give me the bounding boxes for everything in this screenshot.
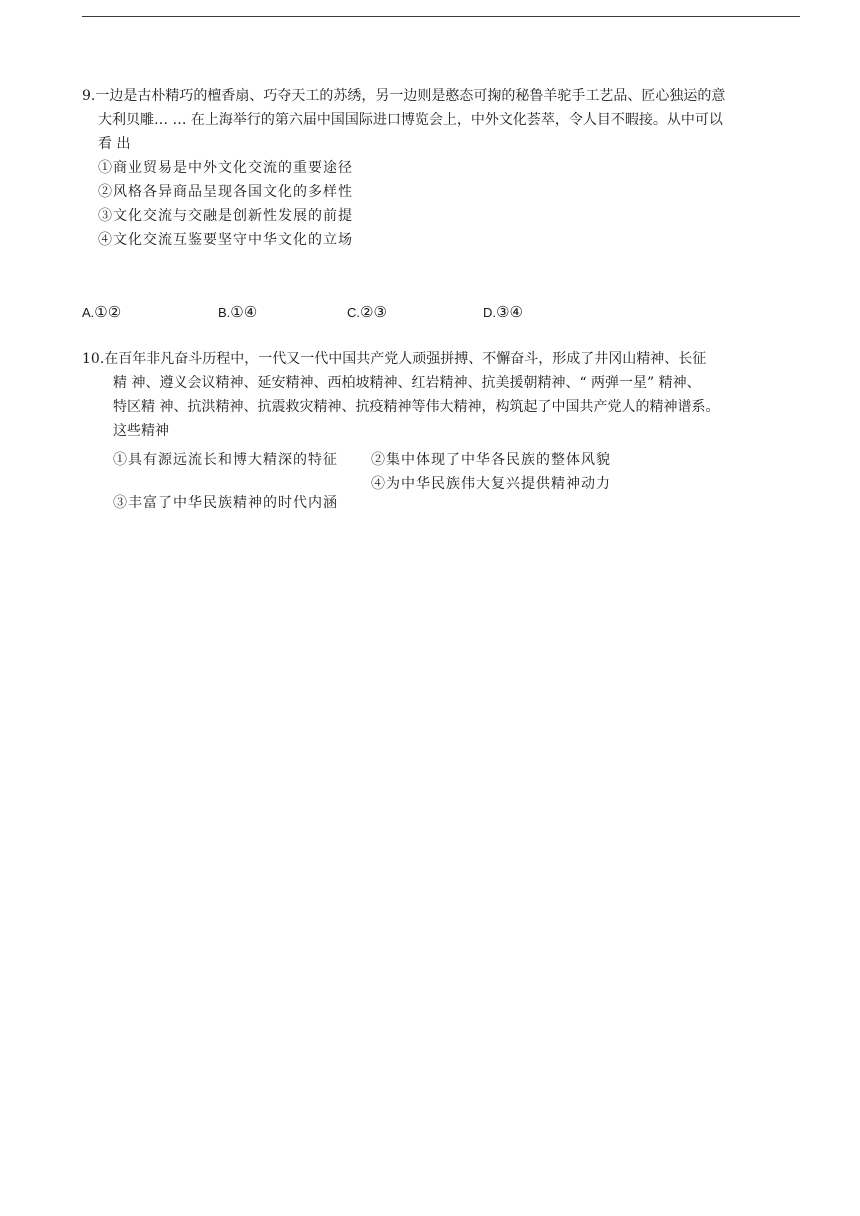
question-10-line-4: 这些精神 <box>113 423 169 439</box>
choice-a-value: ①② <box>94 303 122 321</box>
choice-a-letter: A. <box>82 305 95 320</box>
choice-c-letter: C. <box>347 305 360 320</box>
choice-d-value: ③④ <box>496 303 523 321</box>
question-10-line-3: 特区精 神、抗洪精神、抗震救灾精神、抗疫精神等伟大精神，构筑起了中国共产党人的精神谱系。 <box>113 399 720 415</box>
choice-a[interactable] <box>82 303 121 321</box>
choice-b-letter: B. <box>218 305 231 320</box>
choice-c-value: ②③ <box>360 303 387 321</box>
choice-b-value: ①④ <box>230 303 258 321</box>
question-9-line-1: 9.一边是古朴精巧的檀香扇、巧夺天工的苏绣，另一边则是憨态可掬的秘鲁羊驼手工艺品、匠心独运的意 <box>82 88 726 104</box>
choice-d-letter: D. <box>483 305 496 320</box>
question-10-stem <box>82 347 800 443</box>
question-10-statement-1: ①具有源远流长和博大精深的特征 <box>113 452 338 468</box>
choice-d[interactable] <box>483 303 523 321</box>
question-10-line-2: 精 神、遵义会议精神、延安精神、西柏坡精神、红岩精神、抗美援朝精神、“ 两弹一星” 精神、 <box>113 375 701 391</box>
header-rule <box>82 16 800 17</box>
question-10-line-1: 10.在百年非凡奋斗历程中，一代又一代中国共产党人顽强拼搏、不懈奋斗，形成了井冈山精神、长征 <box>82 351 707 367</box>
question-9-choices <box>82 303 782 325</box>
question-9-stem <box>82 84 800 156</box>
question-9-statements: ①商业贸易是中外文化交流的重要途径 ②风格各异商品呈现各国文化的多样性 ③文化交流与交融是创新性发展的前提 ④文化交流互鉴要坚守中华文化的立场 <box>98 160 353 248</box>
question-10-statement-2: ②集中体现了中华各民族的整体风貌 <box>371 452 611 468</box>
question-9-line-3: 看 出 <box>98 136 131 152</box>
question-10-statement-4: ④为中华民族伟大复兴提供精神动力 <box>371 476 611 492</box>
question-10-statement-3: ③丰富了中华民族精神的时代内涵 <box>113 495 338 511</box>
choice-c[interactable] <box>347 303 387 321</box>
choice-b[interactable] <box>218 303 257 321</box>
question-9-line-2: 大利贝雕… … 在上海举行的第六届中国国际进口博览会上，中外文化荟萃，令人目不暇接。从中可以 <box>98 112 723 128</box>
